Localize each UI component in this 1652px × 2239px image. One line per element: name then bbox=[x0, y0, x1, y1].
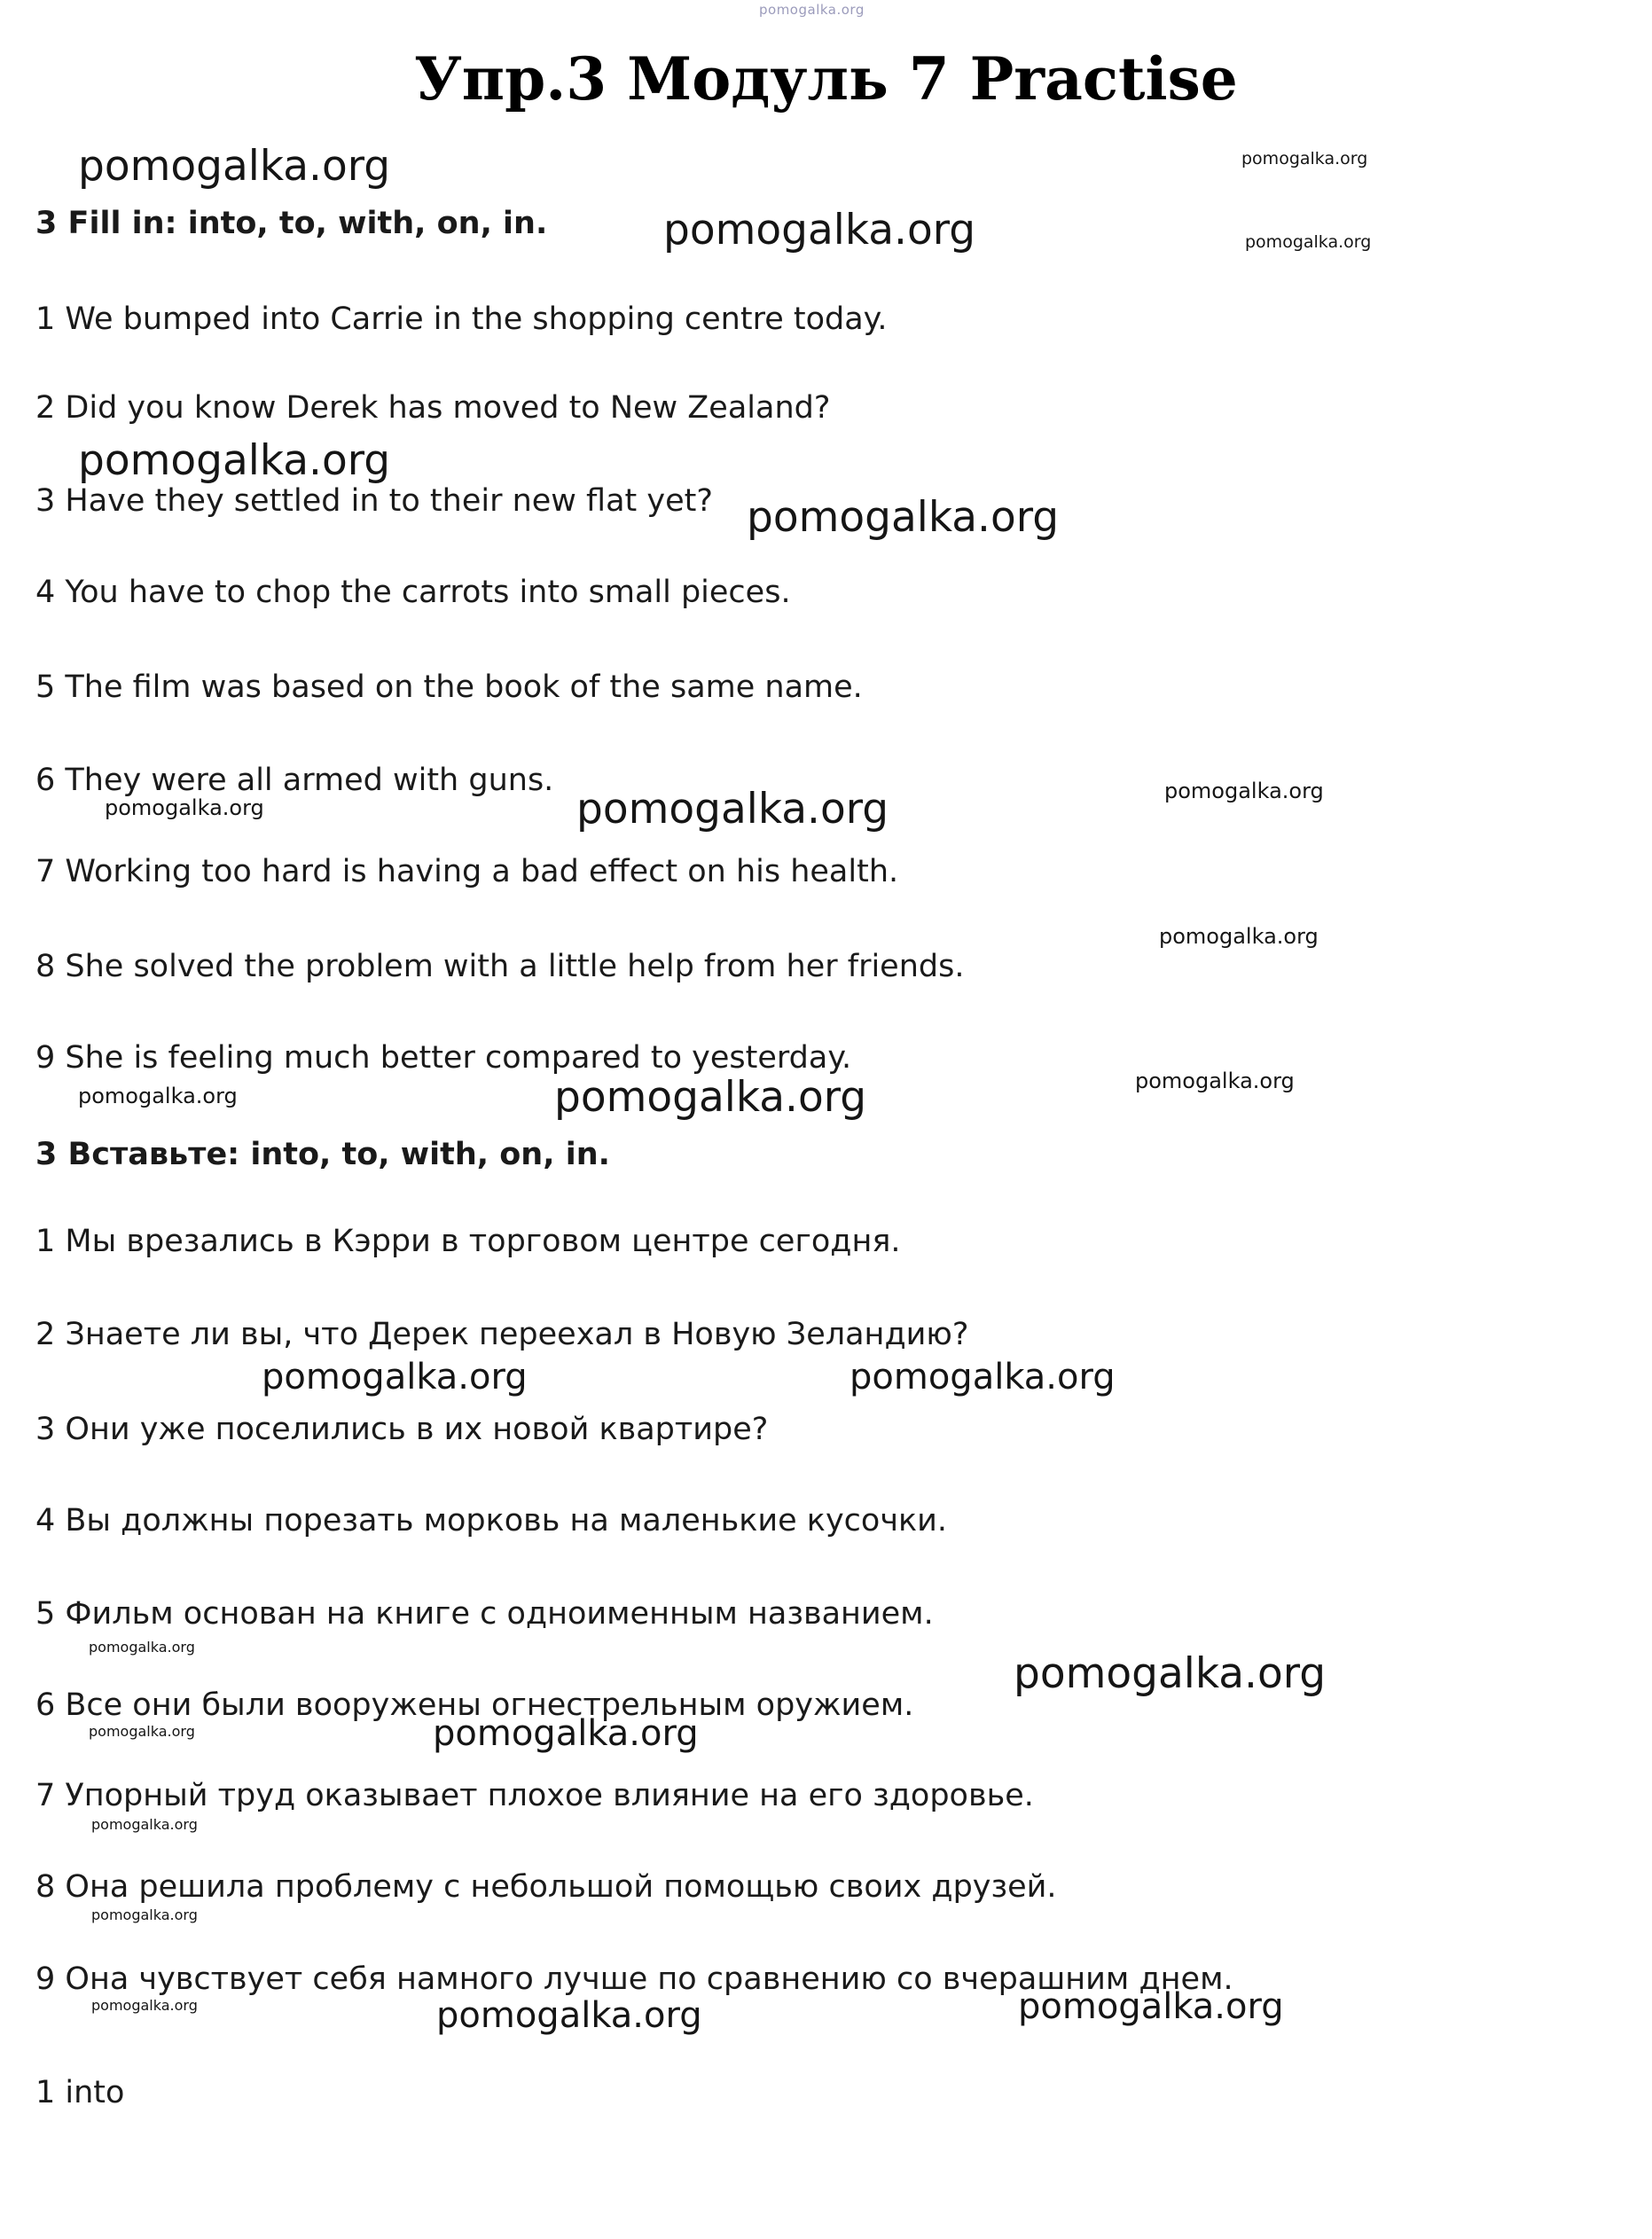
watermark: pomogalka.org bbox=[91, 1816, 198, 1833]
watermark: pomogalka.org bbox=[91, 1997, 198, 2014]
watermark: pomogalka.org bbox=[1018, 1986, 1284, 2027]
watermark: pomogalka.org bbox=[433, 1713, 699, 1754]
watermark: pomogalka.org bbox=[262, 1357, 528, 1397]
watermark: pomogalka.org bbox=[1159, 924, 1319, 949]
page-title: Упр.3 Модуль 7 Practise bbox=[414, 44, 1238, 114]
english-item-7: 7 Working too hard is having a bad effect on his health. bbox=[35, 854, 899, 889]
english-item-9: 9 She is feeling much better compared to yesterday. bbox=[35, 1040, 852, 1076]
watermark: pomogalka.org bbox=[89, 1639, 195, 1656]
russian-item-3: 3 Они уже поселились в их новой квартире? bbox=[35, 1412, 769, 1447]
russian-item-5: 5 Фильм основан на книге с одноименным названием. bbox=[35, 1596, 934, 1632]
english-item-8: 8 She solved the problem with a little help from her friends. bbox=[35, 949, 965, 984]
watermark: pomogalka.org bbox=[576, 785, 889, 834]
russian-item-8: 8 Она решила проблему с небольшой помощью своих друзей. bbox=[35, 1869, 1057, 1905]
english-item-1: 1 We bumped into Carrie in the shopping centre today. bbox=[35, 301, 888, 337]
russian-item-4: 4 Вы должны порезать морковь на маленькие кусочки. bbox=[35, 1503, 948, 1538]
watermark: pomogalka.org bbox=[436, 1995, 702, 2036]
watermark: pomogalka.org bbox=[1245, 232, 1372, 252]
russian-heading-number: 3 bbox=[35, 1137, 58, 1172]
watermark: pomogalka.org bbox=[1241, 149, 1368, 168]
russian-item-9: 9 Она чувствует себя намного лучше по сравнению со вчерашним днем. bbox=[35, 1961, 1233, 1997]
russian-item-6: 6 Все они были вооружены огнестрельным оружием. bbox=[35, 1687, 914, 1723]
english-heading-text: Fill in: into, to, with, on, in. bbox=[67, 206, 548, 241]
watermark: pomogalka.org bbox=[105, 795, 264, 820]
english-section-heading bbox=[35, 206, 547, 241]
watermark: pomogalka.org bbox=[78, 1084, 238, 1108]
russian-heading-text: Вставьте: into, to, with, on, in. bbox=[67, 1137, 610, 1172]
watermark: pomogalka.org bbox=[91, 1906, 198, 1923]
russian-item-7: 7 Упорный труд оказывает плохое влияние на его здоровье. bbox=[35, 1778, 1034, 1813]
russian-item-2: 2 Знаете ли вы, что Дерек переехал в Новую Зеландию? bbox=[35, 1317, 969, 1352]
watermark: pomogalka.org bbox=[78, 142, 391, 191]
answer-item-1: 1 into bbox=[35, 2075, 125, 2110]
russian-item-1: 1 Мы врезались в Кэрри в торговом центре сегодня. bbox=[35, 1224, 901, 1259]
watermark: pomogalka.org bbox=[89, 1723, 195, 1740]
english-item-5: 5 The film was based on the book of the same name. bbox=[35, 669, 863, 705]
english-heading-number: 3 bbox=[35, 206, 58, 241]
english-item-2: 2 Did you know Derek has moved to New Zealand? bbox=[35, 390, 831, 426]
top-watermark: pomogalka.org bbox=[759, 2, 865, 18]
watermark: pomogalka.org bbox=[554, 1073, 867, 1122]
watermark: pomogalka.org bbox=[1014, 1649, 1327, 1698]
watermark: pomogalka.org bbox=[849, 1357, 1116, 1397]
russian-section-heading bbox=[35, 1137, 610, 1172]
english-item-4: 4 You have to chop the carrots into small pieces. bbox=[35, 575, 791, 610]
watermark: pomogalka.org bbox=[1135, 1069, 1295, 1093]
english-item-3: 3 Have they settled in to their new flat yet? bbox=[35, 483, 713, 519]
watermark: pomogalka.org bbox=[1164, 779, 1324, 803]
english-item-6: 6 They were all armed with guns. bbox=[35, 763, 554, 798]
watermark: pomogalka.org bbox=[747, 493, 1060, 542]
watermark: pomogalka.org bbox=[78, 436, 391, 485]
watermark: pomogalka.org bbox=[663, 206, 976, 254]
